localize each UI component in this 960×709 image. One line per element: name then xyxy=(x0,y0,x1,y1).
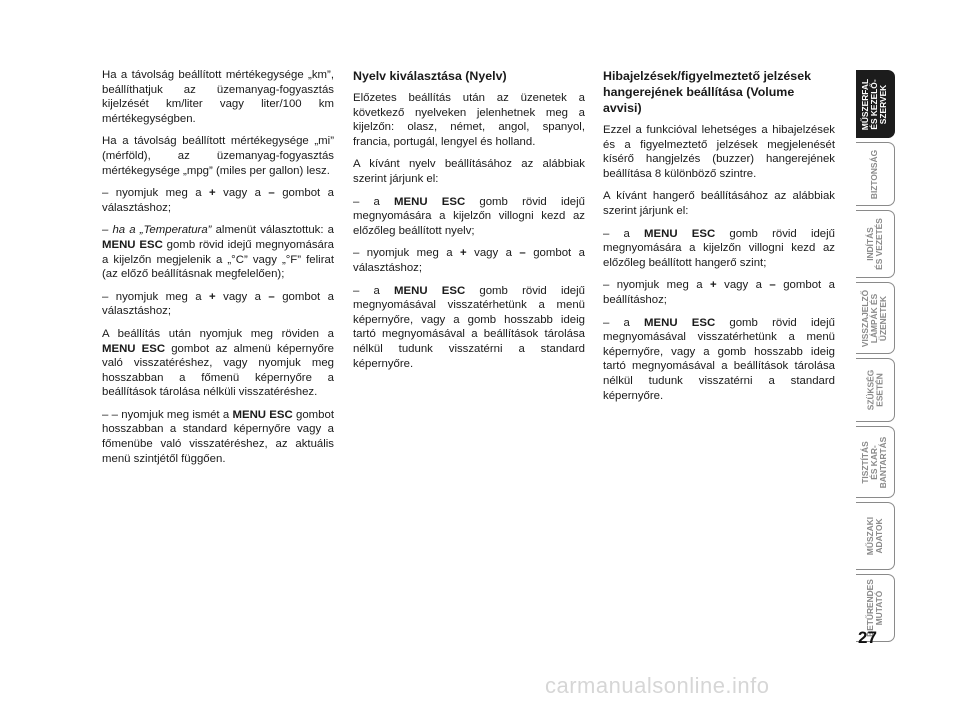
text-column-2 xyxy=(353,68,585,379)
paragraph: – a MENU ESC gomb rövid idejű megnyomására a kijelzőn villogni kezd az előzőleg beállított nyelv; xyxy=(353,195,586,237)
watermark: carmanualsonline.info xyxy=(545,673,770,698)
key-label: MENU ESC xyxy=(102,238,163,251)
paragraph: – nyomjuk meg a + vagy a – gombot a választáshoz; xyxy=(102,187,334,214)
paragraph: Előzetes beállítás után az üzenetek a következő nyelveken jelenhetnek meg a kijelzőn: olasz, német, angol, spanyol, francia, portugál, lengyel és holland. xyxy=(353,92,585,148)
tab-beturendes[interactable]: BETŰRENDES MUTATÓ xyxy=(856,574,895,642)
tab-tisztitas[interactable]: TISZTÍTÁS ÉS KAR- BANTARTÁS xyxy=(856,426,895,498)
paragraph: – nyomjuk meg a + vagy a – gombot a választáshoz; xyxy=(102,290,334,318)
paragraph: A kívánt hangerő beállításához az alábbiak szerint járjunk el: xyxy=(603,190,835,217)
paragraph: – – nyomjuk meg ismét a MENU ESC gombot hosszabban a standard képernyőre vagy a főmenübe való visszatéréshez, az aktuális menü szintjétől függően. xyxy=(102,408,335,465)
paragraph: A kívánt nyelv beállításához az alábbiak szerint járjunk el: xyxy=(353,158,585,185)
key-label: MENU ESC xyxy=(102,342,166,355)
tab-muszerfal[interactable]: MŰSZERFAL ÉS KEZELŐ- SZERVEK xyxy=(856,70,895,138)
paragraph: – ha a „Temperatura” almenüt választottuk: a MENU ESC gomb rövid idejű megnyomására a kijelzőn megjelenik a „°C” vagy „°F” felirat (az előző beállításnak megfelelően); xyxy=(102,224,335,281)
paragraph: – a MENU ESC gomb rövid idejű megnyomásával visszatérhetünk a menü képernyőre, vagy a gomb hosszabb ideig tartó megnyomásával a beállítások tárolása nélkül tudunk visszatérni a standard képernyőre. xyxy=(603,316,836,402)
text-column-1 xyxy=(102,68,334,474)
tab-muszaki[interactable]: MŰSZAKI ADATOK xyxy=(856,502,895,570)
paragraph: – a MENU ESC gomb rövid idejű megnyomásával visszatérhetünk a menü képernyőre, vagy a gomb hosszabb ideig tartó megnyomásával a beállítások tárolása nélkül tudunk visszatérni a standard képernyőre. xyxy=(353,284,586,370)
paragraph: A beállítás után nyomjuk meg röviden a MENU ESC gombot az almenü képernyőre való visszatéréshez, vagy nyomjuk meg hosszabban a főmenü képernyőre a beállítások tárolása nélküli visszatéréshez. xyxy=(102,327,334,399)
key-label: MENU ESC xyxy=(232,408,293,421)
key-label: MENU ESC xyxy=(644,227,716,240)
paragraph: – nyomjuk meg a + vagy a – gombot a beállításhoz; xyxy=(603,279,835,306)
paragraph: Ha a távolság beállított mértékegysége „mi” (mérföld), az üzemanyag-fogyasztás mértékegysége „mpg” (miles per gallon) lesz. xyxy=(102,135,334,177)
chapter-tabs xyxy=(856,70,896,646)
page-number: 27 xyxy=(858,628,877,647)
key-label: MENU ESC xyxy=(644,316,716,329)
tab-biztonsag[interactable]: BIZTONSÁG xyxy=(856,142,895,206)
text-column-3 xyxy=(603,68,835,411)
tab-visszajelzo[interactable]: VISSZAJELZŐ LÁMPÁK ÉS ÜZENETEK xyxy=(856,282,895,354)
key-label: MENU ESC xyxy=(394,195,466,208)
paragraph: – a MENU ESC gomb rövid idejű megnyomására a kijelzőn villogni kezd az előzőleg beállított hangerő szint; xyxy=(603,227,836,269)
tab-inditas[interactable]: INDÍTÁS ÉS VEZETÉS xyxy=(856,210,895,278)
section-heading: Hibajelzések/figyelmeztető jelzések hangerejének beállítása (Volume avvisi) xyxy=(603,69,811,115)
key-label: MENU ESC xyxy=(394,284,466,297)
tab-szukseg[interactable]: SZÜKSÉG ESETÉN xyxy=(856,358,895,422)
paragraph: Ha a távolság beállított mértékegysége „km”, beállíthatjuk az üzemanyag-fogyasztás kijelzését km/liter vagy liter/100 km mértékegységben. xyxy=(102,69,334,125)
paragraph: – nyomjuk meg a + vagy a – gombot a választáshoz; xyxy=(353,247,585,274)
paragraph: Ezzel a funkcióval lehetséges a hibajelzések és a figyelmeztető jelzések megjelenését kísérő hangjelzés (buzzer) hangerejének beállítása 8 különböző szintre. xyxy=(603,124,835,180)
section-heading: Nyelv kiválasztása (Nyelv) xyxy=(353,69,507,83)
